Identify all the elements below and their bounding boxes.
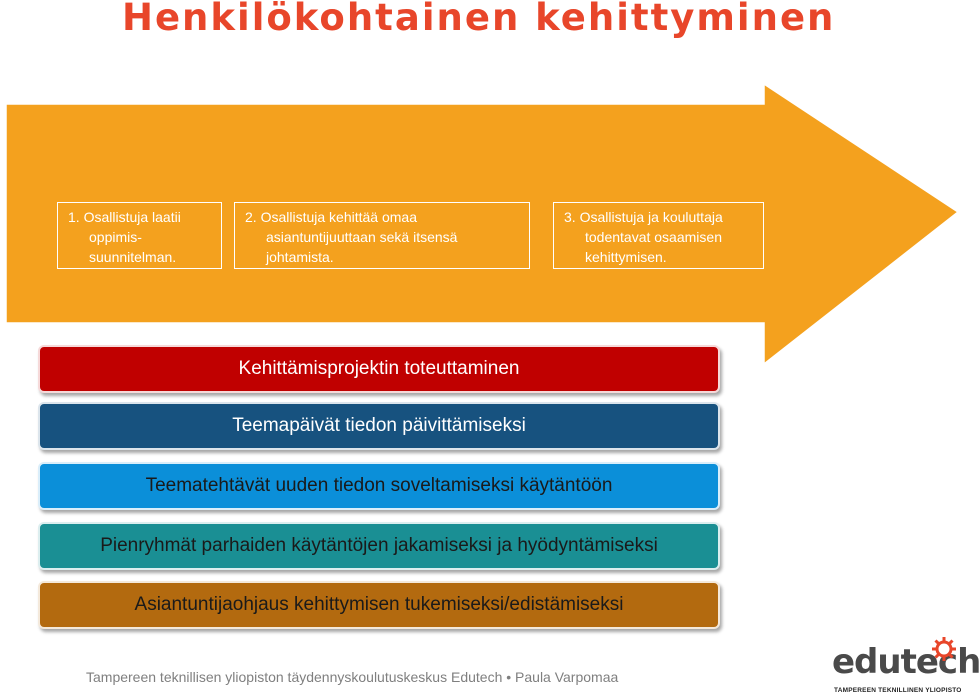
step-3-line-2: todentavat osaamisen xyxy=(585,229,722,245)
step-1-line-3: suunnitelman. xyxy=(89,249,177,265)
step-1-line-2: oppimis- xyxy=(89,229,142,245)
bar-kehittamisprojekti: Kehittämisprojektin toteuttaminen xyxy=(38,345,720,393)
bar-asiantuntijaohjaus: Asiantuntijaohjaus kehittymisen tukemiseksi/edistämiseksi xyxy=(38,581,720,629)
step-2-line-2: asiantuntijuuttaan sekä itsensä xyxy=(266,229,458,245)
bar-teematehtavat: Teematehtävät uuden tiedon soveltamiseksi käytäntöön xyxy=(38,462,720,510)
step-3-line-3: kehittymisen. xyxy=(585,249,667,265)
bar-pienryhmat: Pienryhmät parhaiden käytäntöjen jakamiseksi ja hyödyntämiseksi xyxy=(38,522,720,570)
logo-subtitle: TAMPEREEN TEKNILLINEN YLIOPISTO xyxy=(834,687,962,694)
step-3-box xyxy=(553,202,764,269)
bar-teemapaivat: Teemapäivät tiedon päivittämiseksi xyxy=(38,402,720,450)
step-3-line-1: 3. Osallistuja ja kouluttaja xyxy=(564,209,723,225)
step-2-line-3: johtamista. xyxy=(266,249,334,265)
step-2-box xyxy=(234,202,530,269)
logo-wordmark: edutech xyxy=(832,642,980,682)
footer-text: Tampereen teknillisen yliopiston täydennyskoulutuskeskus Edutech • Paula Varpomaa xyxy=(86,669,619,685)
step-1-line-1: 1. Osallistuja laatii xyxy=(68,209,181,225)
gear-icon xyxy=(931,636,957,662)
edutech-logo xyxy=(832,636,980,696)
step-2-line-1: 2. Osallistuja kehittää omaa xyxy=(245,209,417,225)
step-1-box xyxy=(57,202,222,269)
page-title: Henkilökohtainen kehittyminen xyxy=(122,0,836,39)
